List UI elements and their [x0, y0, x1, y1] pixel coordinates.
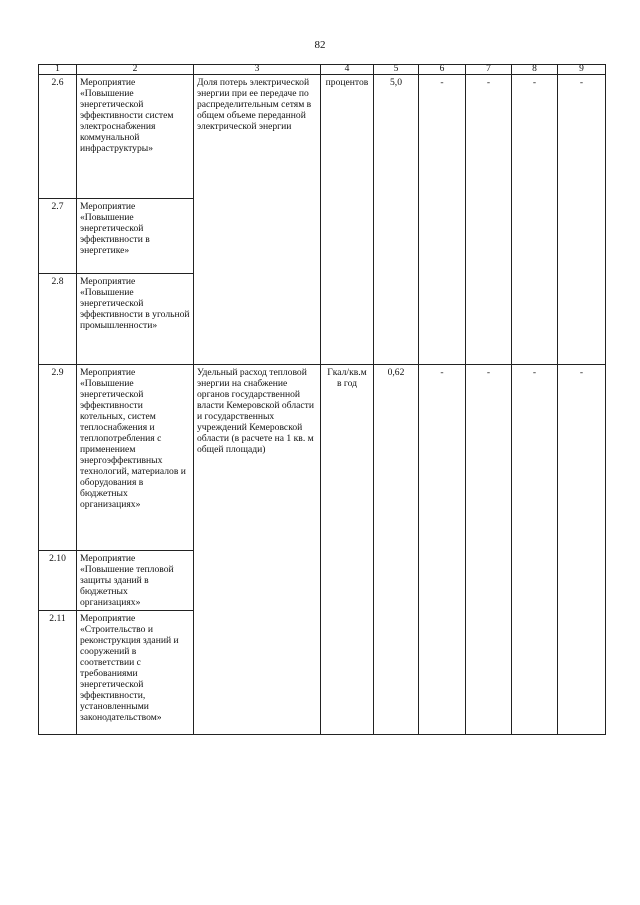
- event-name: Мероприятие «Повышение энергетической эффективности систем электроснабжения коммунальной инфраструктуры»: [77, 75, 194, 199]
- col-header-1: 1: [39, 65, 77, 75]
- page-number: 82: [314, 39, 326, 51]
- row-number: 2.9: [39, 365, 77, 551]
- header-row: [39, 65, 606, 75]
- indicator-name: Удельный расход тепловой энергии на снабжение органов государственной власти Кемеровской области и государственных учреждений Кемеровской области (в расчете на 1 кв. м общей площади): [194, 365, 321, 735]
- cell-col-9: -: [558, 75, 606, 365]
- col-header-3: 3: [194, 65, 321, 75]
- indicator-name: Доля потерь электрической энергии при ее передаче по распределительным сетям в общем объеме переданной электрической энергии: [194, 75, 321, 365]
- cell-col-6: -: [419, 365, 466, 735]
- table-row: [39, 365, 606, 551]
- event-name: Мероприятие «Повышение энергетической эффективности котельных, систем теплоснабжения и теплопотребления с применением энергоэффективных технологий, материалов и оборудования в бюджетных организациях»: [77, 365, 194, 551]
- col-header-6: 6: [419, 65, 466, 75]
- col-header-9: 9: [558, 65, 606, 75]
- col-header-8: 8: [512, 65, 558, 75]
- cell-col-8: -: [512, 365, 558, 735]
- col-header-2: 2: [77, 65, 194, 75]
- row-number: 2.6: [39, 75, 77, 199]
- cell-col-8: -: [512, 75, 558, 365]
- row-number: 2.7: [39, 199, 77, 274]
- table-row: [39, 75, 606, 199]
- unit: процентов: [321, 75, 374, 365]
- row-number: 2.11: [39, 611, 77, 735]
- col-header-5: 5: [374, 65, 419, 75]
- col-header-7: 7: [466, 65, 512, 75]
- value: 0,62: [374, 365, 419, 735]
- col-header-4: 4: [321, 65, 374, 75]
- row-number: 2.8: [39, 274, 77, 365]
- event-name: Мероприятие «Повышение энергетической эффективности в энергетике»: [77, 199, 194, 274]
- cell-col-7: -: [466, 365, 512, 735]
- unit: Гкал/кв.м в год: [321, 365, 374, 735]
- cell-col-7: -: [466, 75, 512, 365]
- indicators-table: [38, 64, 606, 735]
- cell-col-6: -: [419, 75, 466, 365]
- event-name: Мероприятие «Строительство и реконструкция зданий и сооружений в соответствии с требованиями энергетической эффективности, установленными законодательством»: [77, 611, 194, 735]
- event-name: Мероприятие «Повышение тепловой защиты зданий в бюджетных организациях»: [77, 551, 194, 611]
- cell-col-9: -: [558, 365, 606, 735]
- event-name: Мероприятие «Повышение энергетической эффективности в угольной промышленности»: [77, 274, 194, 365]
- row-number: 2.10: [39, 551, 77, 611]
- value: 5,0: [374, 75, 419, 365]
